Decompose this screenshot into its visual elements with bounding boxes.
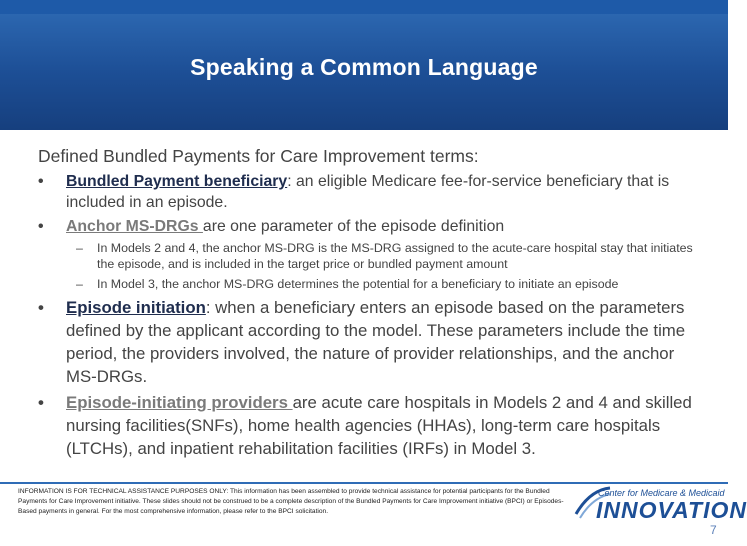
logo-innovation-text: INNOVATION [596, 497, 747, 523]
bullet-episode-initiating-providers [38, 391, 698, 460]
header-band [0, 0, 728, 130]
sub-bullet-text: In Model 3, the anchor MS-DRG determines the potential for a beneficiary to initiate an episode [97, 277, 619, 291]
slide-title: Speaking a Common Language [190, 54, 538, 80]
bullet-dot: • [38, 173, 44, 190]
term-anchor-ms-drgs: Anchor MS-DRGs [66, 218, 203, 235]
bullet-text: are one parameter of the episode definition [202, 218, 505, 235]
bullet-beneficiary [38, 171, 698, 213]
bullet-dot: • [38, 298, 44, 317]
page-number: 7 [710, 523, 717, 537]
logo-center-text: Center for Medicare & Medicaid [598, 488, 725, 498]
bullet-dot: • [38, 393, 44, 412]
footer-divider [0, 482, 728, 484]
bullet-episode-initiation [38, 296, 698, 388]
term-episode-initiation: Episode initiation [66, 298, 206, 317]
bullet-text: are acute care hospitals in Models 2 and 4 and skilled nursing facilities(SNFs), home health agencies (HHAs), long-term care hospitals (LTCHs), and inpatient rehabilitation facilities (IRFs) in Model 3. [66, 393, 692, 458]
header-stripe [0, 0, 728, 14]
bullet-anchor-ms-drgs [38, 216, 698, 237]
sub-dash: – [76, 277, 83, 291]
bullet-text: : when a beneficiary enters an episode based on the parameters defined by the applicant according to the model. These parameters include the time period, the providers involved, the nature of provider relationships, and the anchor MS-DRGs. [66, 298, 686, 386]
sub-bullet-text: In Models 2 and 4, the anchor MS-DRG is the MS-DRG assigned to the acute-care hospital stay that initiates the episode, and is included in the target price or bundled payment amount [97, 241, 693, 271]
footer-disclaimer: INFORMATION IS FOR TECHNICAL ASSISTANCE PURPOSES ONLY: This information has been assembled to provide technical assistance for potential participants for the Bundled Payments for Care Improvement initiative. These slides should not be construed to be a complete description of the Bundled Payments for Care Improvement initiative (BPCI) or Episodes-Based payments in general. For the most comprehensive information, please refer to the BPCI solicitation. [18, 488, 564, 515]
sub-bullet-model-3 [38, 276, 698, 292]
sub-dash: – [76, 241, 83, 255]
term-episode-initiating-providers: Episode-initiating providers [66, 393, 293, 412]
intro-text: Defined Bundled Payments for Care Improvement terms: [38, 146, 479, 166]
bullet-dot: • [38, 218, 44, 235]
bullet-text: : an eligible Medicare fee-for-service beneficiary that is included in an episode. [66, 173, 670, 211]
term-bundled-payment-beneficiary: Bundled Payment beneficiary [66, 173, 288, 190]
slide-content [38, 146, 698, 463]
sub-bullet-models-2-4 [38, 240, 698, 272]
